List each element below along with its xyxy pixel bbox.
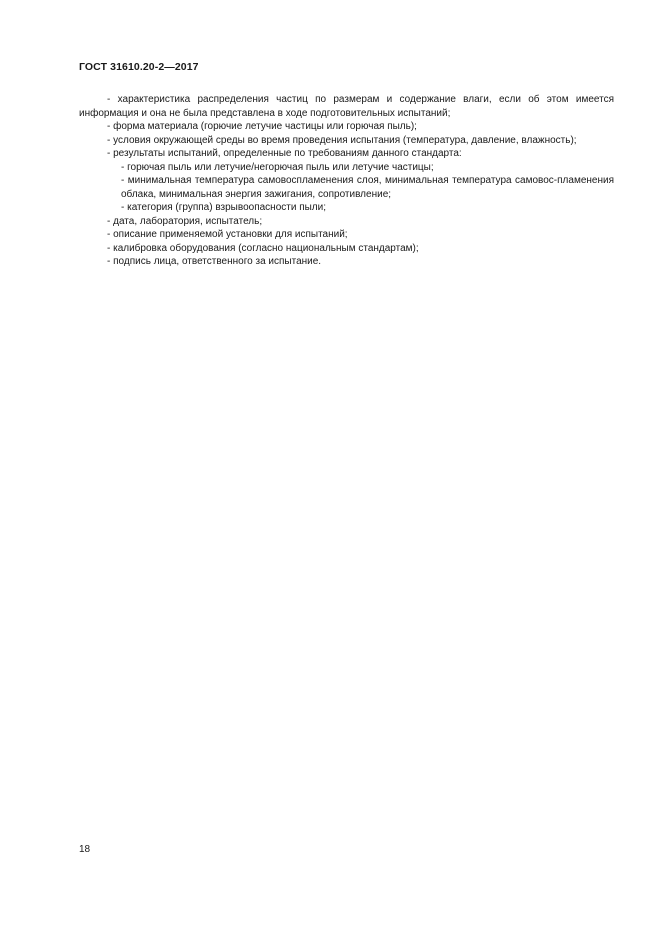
list-item-material-form: - форма материала (горючие летучие частицы или горючая пыль); xyxy=(107,121,417,132)
list-item-ambient-conditions: - условия окружающей среды во время проведения испытания (температура, давление, влажность); xyxy=(107,134,577,146)
sublist-item-dust-type: - горючая пыль или летучие/негорючая пыль или летучие частицы; xyxy=(121,161,434,173)
sublist-item-ignition-temperatures: - минимальная температура самовоспламенения слоя, минимальная температура самовос-пламенения облака, минимальная энергия зажигания, сопротивление; xyxy=(121,175,614,200)
document-body xyxy=(79,93,614,269)
sublist-item-explosion-group: - категория (группа) взрывоопасности пыли; xyxy=(121,202,326,213)
list-item-particle-distribution: - характеристика распределения частиц по размерам и содержание влаги, если об этом имеется информация и она не была представлена в ходе подготовительных испытаний; xyxy=(79,94,614,119)
list-item-calibration: - калибровка оборудования (согласно национальным стандартам); xyxy=(107,242,419,254)
list-item-signature: - подпись лица, ответственного за испытание. xyxy=(107,256,322,267)
list-item-equipment-description: - описание применяемой установки для испытаний; xyxy=(107,229,348,240)
list-item-test-results: - результаты испытаний, определенные по требованиям данного стандарта: xyxy=(107,148,462,159)
document-code-header: ГОСТ 31610.20-2—2017 xyxy=(79,61,199,73)
list-item-date-lab: - дата, лаборатория, испытатель; xyxy=(107,215,263,227)
page-number: 18 xyxy=(79,844,91,855)
